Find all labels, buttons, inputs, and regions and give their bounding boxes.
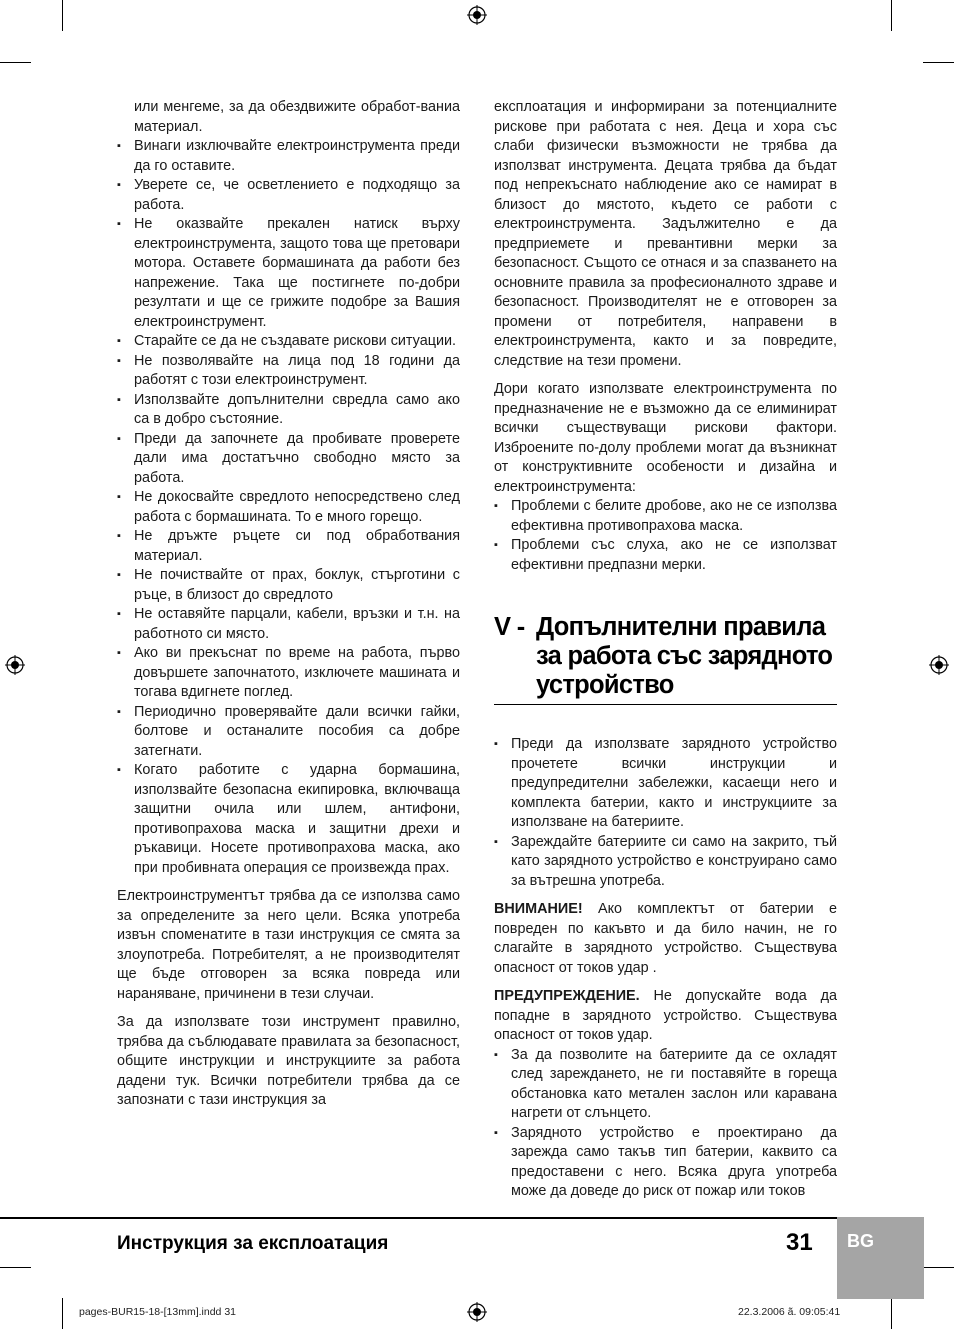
- list-item: ▪ Използвайте допълнителни свредла само ако са в добро състояние.: [117, 391, 460, 430]
- intro-text: или менгеме, за да обездвижите обработ-ваниа материал.: [134, 99, 460, 135]
- list-item: ▪ Уверете се, че осветлението е подходящо за работа.: [117, 176, 460, 215]
- right-column: [494, 98, 837, 1202]
- warning-label: ВНИМАНИЕ!: [494, 901, 583, 917]
- section-heading: [494, 613, 837, 705]
- paragraph: Електроинструментът трябва да се използва само за определените за него цели. Всяка употреба извън споменатите в тази инструкция се смята за злоупотреба. Потребителят, а не производителят ще бъде отговорен за всяка повреда или нараняване, причинени в тези случаи.: [117, 888, 460, 1002]
- list-item: ▪ Проблеми с белите дробове, ако не се използва ефективна противопрахова маска.: [494, 497, 837, 536]
- slug-date: 22.3.2006 ã. 09:05:41: [738, 1306, 841, 1318]
- left-column: [117, 98, 460, 1111]
- list-item: ▪ За да позволите на батериите да се охладят след зареждането, не ги поставяйте в гореща обстановка като метален заслон или каравана нагрети от слънцето.: [494, 1046, 837, 1124]
- crop-mark: [0, 1267, 31, 1268]
- footer-title: Инструкция за експлоатация: [117, 1233, 389, 1254]
- list-item: ▪ Зарядното устройство е проектирано да зарежда само такъв тип батерии, каквито са предоставени с него. Всяка друга употреба може да доведе до риск от пожар или токов: [494, 1124, 837, 1202]
- list-item: ▪ Винаги изключвайте електроинструмента преди да го оставите.: [117, 137, 460, 176]
- crop-mark: [891, 1298, 892, 1329]
- registration-mark-icon: [5, 655, 25, 675]
- language-code: BG: [847, 1231, 874, 1251]
- caution-label: ПРЕДУПРЕЖДЕНИЕ.: [494, 988, 640, 1004]
- warning-text: Ако комплектът от батерии е повреден по какъвто и да било начин, не го слагайте в зарядното устройство. Съществува опасност от токов удар .: [494, 901, 837, 976]
- section-number: V -: [494, 613, 525, 641]
- list-item: ▪ Старайте се да не създавате рискови ситуации.: [117, 332, 460, 352]
- paragraph: експлоатация и информирани за потенциалните рискове при работата с нея. Деца и хора със слаби физически възможности не трябва да използват инструмента. Децата трябва да бъдат под непрекъснато наблюдение ако се намират в близост до мястото, където се работи с електроинструмента. Задължително е да предприемете и превантивни мерки за безопасност. Същото се отнася и за спазването на основните правила за професионалното здраве и безопасност. Производителят не е отговорен за промени от потребителя, направени в електроинструмента, както и за повредите, следствие на тези промени.: [494, 99, 837, 369]
- paragraph: За да използвате този инструмент правилно, трябва да съблюдавате правилата за безопасност, общите инструкции и инструкциите за работа дадени тук. Всички потребители трябва да се запознати с тази инструкция за: [117, 1014, 460, 1108]
- battery-bullet-list: [494, 1046, 837, 1202]
- crop-mark: [62, 0, 63, 31]
- warning-paragraph: [494, 900, 837, 978]
- registration-mark-icon: [467, 5, 487, 25]
- list-item: ▪ Не дръжте ръцете си под обработвания материал.: [117, 527, 460, 566]
- crop-mark: [923, 62, 954, 63]
- page-number: 31: [786, 1229, 813, 1256]
- list-item: ▪ Зареждайте батериите си само на закрито, тъй като зарядното устройство е конструирано само за вътрешна употреба.: [494, 833, 837, 892]
- list-item: ▪ Не позволявайте на лица под 18 години да работят с този електроинструмент.: [117, 352, 460, 391]
- list-item: ▪ Ако ви прекъснат по време на работа, първо довършете започнатото, изключете машината и тогава вдигнете поглед.: [117, 644, 460, 703]
- list-item: ▪ Не докосвайте свредлото непосредствено след работа с бормашината. То е много горещо.: [117, 488, 460, 527]
- list-item: ▪ Когато работите с ударна бормашина, използвайте безопасна екипировка, включваща защитни очила или шлем, антифони, противопрахова маска и защитни дрехи и ръкавици. Носете противопрахова маска, ако при пробивната операция се произвежда прах.: [117, 761, 460, 878]
- registration-mark-icon: [467, 1302, 487, 1322]
- list-item: ▪ Не почиствайте от прах, боклук, стърготини с ръце, в близост до свредлото: [117, 566, 460, 605]
- language-tab: [837, 1217, 924, 1299]
- list-item: ▪ Преди да започнете да пробивате проверете дали има достатъчно свободно място за работа.: [117, 430, 460, 489]
- list-item: ▪ Периодично проверявайте дали всички гайки, болтове и останалите пособия са добре затегнати.: [117, 703, 460, 762]
- caution-paragraph: [494, 987, 837, 1046]
- crop-mark: [62, 1298, 63, 1329]
- slug-file: pages-BUR15-18-[13mm].indd 31: [79, 1306, 236, 1318]
- safety-bullet-list: [117, 137, 460, 878]
- caution-text: Не допускайте вода да попадне в зарядното устройство. Съществува опасност от токов удар.: [494, 988, 837, 1043]
- list-item: ▪ Не оставяйте парцали, кабели, връзки и т.н. на работното си място.: [117, 605, 460, 644]
- crop-mark: [0, 62, 31, 63]
- risk-bullet-list: [494, 497, 837, 575]
- crop-mark: [891, 0, 892, 31]
- charger-bullet-list: [494, 735, 837, 891]
- list-item: ▪ Не оказвайте прекален натиск върху електроинструмента, защото това ще претовари мотора. Оставете бормашината да работи без напрежение. Така ще постигнете по-добри резултати и ще се грижите подобре за Вашия електроинструмент.: [117, 215, 460, 332]
- registration-mark-icon: [929, 655, 949, 675]
- list-item: ▪ Преди да използвате зарядното устройство прочетете всички инструкции и предупредителни забележки, касаещи него и комплекта батерии, както и инструкциите за използване на батериите.: [494, 735, 837, 833]
- paragraph: Дори когато използвате електроинструмента по предназначение не е възможно да се елиминират всички съществуващи рискови фактори. Изброените по-долу проблеми могат да възникнат от конструктивните особености и дизайна и електроинструмента:: [494, 381, 837, 495]
- list-item: ▪ Проблеми със слуха, ако не се използват ефективни предпазни мерки.: [494, 536, 837, 575]
- footer-rule: [0, 1217, 837, 1219]
- section-title: Допълнителни правила за работа със зарядното устройство: [536, 613, 833, 699]
- crop-mark: [923, 1267, 954, 1268]
